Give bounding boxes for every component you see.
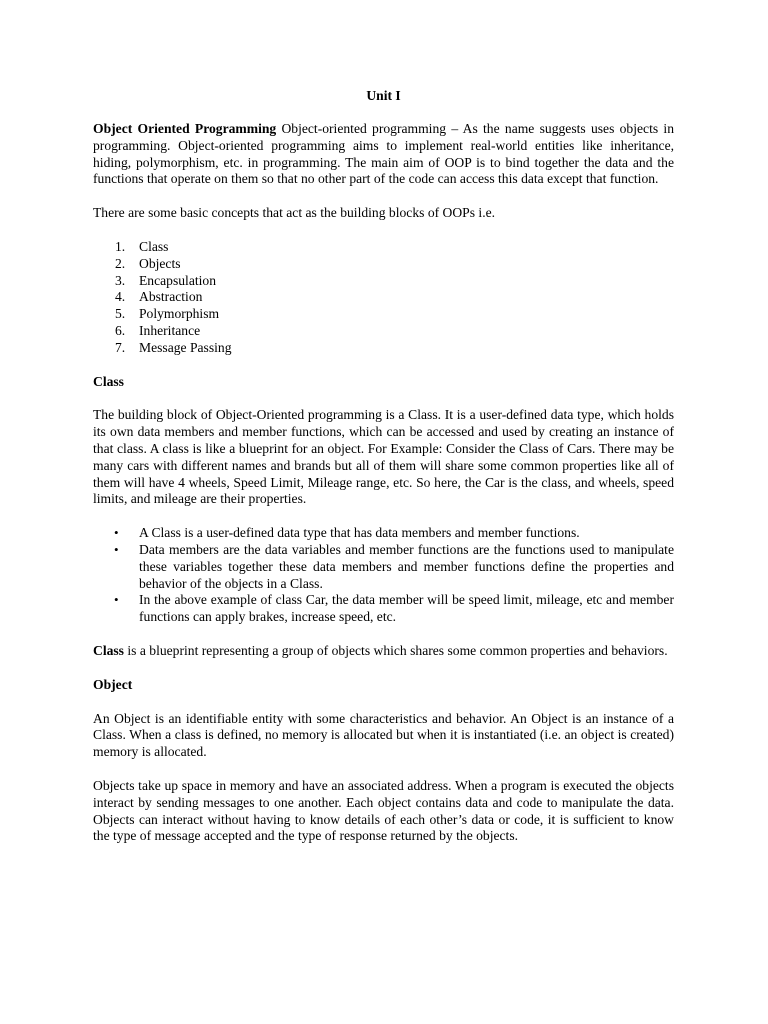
concepts-list bbox=[93, 239, 674, 357]
list-item bbox=[115, 306, 674, 323]
object-heading: Object bbox=[93, 676, 133, 692]
list-item-label: Encapsulation bbox=[139, 272, 217, 288]
list-number: 4. bbox=[115, 289, 126, 305]
concepts-intro: There are some basic concepts that act as the building blocks of OOPs i.e. bbox=[93, 205, 496, 221]
list-item bbox=[115, 289, 674, 306]
bullet-text: In the above example of class Car, the data member will be speed limit, mileage, etc and member functions can apply brakes, increase speed, etc. bbox=[139, 592, 674, 625]
bullet-text: A Class is a user-defined data type that has data members and member functions. bbox=[139, 525, 580, 541]
intro-paragraph bbox=[93, 121, 674, 188]
list-item-label: Abstraction bbox=[139, 289, 203, 305]
class-summary-text: is a blueprint representing a group of objects which shares some common properties and behaviors. bbox=[123, 642, 668, 658]
list-item bbox=[115, 272, 674, 290]
intro-text: Object-oriented programming – As the name suggests uses objects in programming. Object-oriented programming aims to implement real-world entities like inheritance, hiding, polymorphism, etc. in programming. The main aim of OOP is to bind together the data and the functions that operate on them so that no other part of the code can access this data except that function. bbox=[93, 121, 674, 187]
class-paragraph: The building block of Object-Oriented programming is a Class. It is a user-defined data type, which holds its own data members and member functions, which can be accessed and used by creating an instance of that class. A class is like a blueprint for an object. For Example: Consider the Class of Cars. There may be many cars with different names and brands but all of them will share some common properties like all of them will have 4 wheels, Speed Limit, Mileage range, etc. So here, the Car is the class, and wheels, speed limits, and mileage are their properties. bbox=[93, 407, 674, 507]
list-item bbox=[115, 322, 674, 340]
list-number: 6. bbox=[115, 322, 126, 338]
list-item-label: Message Passing bbox=[139, 339, 232, 355]
bullet-icon: • bbox=[114, 592, 119, 608]
class-summary bbox=[93, 643, 674, 660]
object-paragraph-2: Objects take up space in memory and have an associated address. When a program is executed the objects interact by sending messages to one another. Each object contains data and code to manipulate the data. Objects can interact without having to know details of each other’s data or code, it is sufficient to know the type of message accepted and the type of response returned by the objects. bbox=[93, 777, 674, 844]
class-bullet-list bbox=[93, 525, 674, 626]
list-item-label: Polymorphism bbox=[139, 306, 220, 322]
list-item bbox=[114, 592, 674, 626]
class-summary-bold: Class bbox=[93, 642, 124, 658]
object-paragraph-1: An Object is an identifiable entity with some characteristics and behavior. An Object is an instance of a Class. When a class is defined, no memory is allocated but when it is instantiated (i.e. an object is created) memory is allocated. bbox=[93, 710, 674, 760]
list-number: 2. bbox=[115, 255, 126, 271]
list-item bbox=[115, 339, 674, 357]
intro-bold-lead: Object Oriented Programming bbox=[93, 121, 277, 136]
bullet-icon: • bbox=[114, 541, 119, 557]
page-title: Unit I bbox=[366, 88, 401, 103]
class-heading: Class bbox=[93, 373, 124, 389]
list-item bbox=[115, 255, 674, 273]
list-item bbox=[114, 541, 674, 592]
bullet-text: Data members are the data variables and member functions are the functions used to manipulate these variables together these data members and member functions define the properties and behavior of the objects in a Class. bbox=[139, 541, 674, 591]
bullet-icon: • bbox=[114, 525, 119, 541]
list-item-label: Objects bbox=[139, 255, 181, 271]
list-number: 7. bbox=[115, 339, 126, 355]
list-item-label: Class bbox=[139, 238, 169, 254]
list-number: 5. bbox=[115, 306, 126, 322]
list-item-label: Inheritance bbox=[139, 322, 201, 338]
list-number: 1. bbox=[115, 238, 126, 254]
list-item bbox=[115, 238, 674, 256]
list-item bbox=[114, 525, 674, 542]
list-number: 3. bbox=[115, 272, 126, 288]
